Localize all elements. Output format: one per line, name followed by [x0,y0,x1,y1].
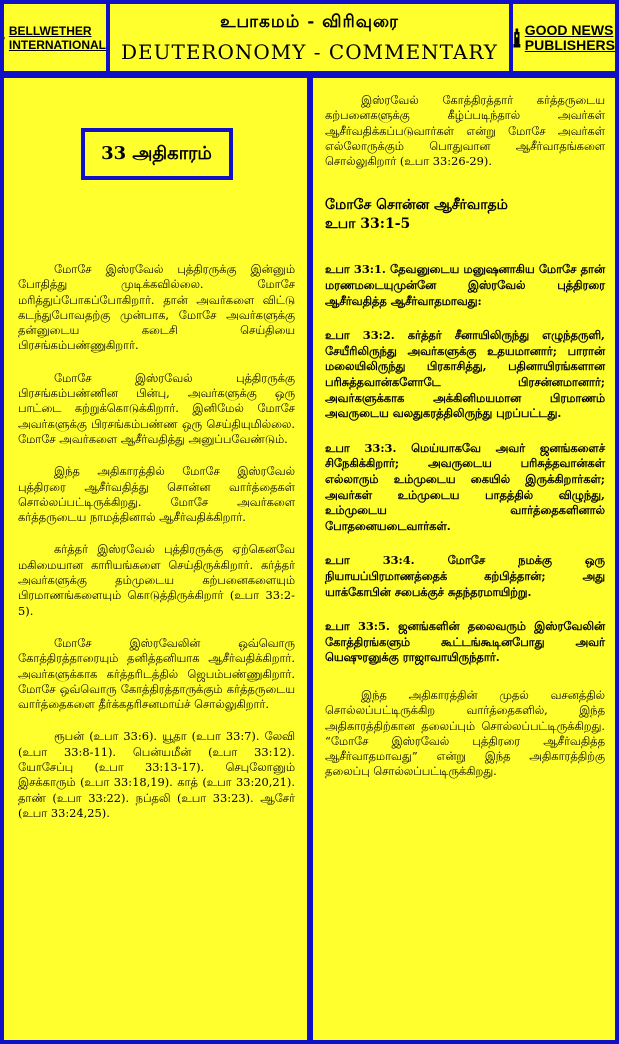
verse: உபா 33:5. ஜனங்களின் தலைவரும் இஸ்ரவேலின் கோத்திரங்களும் கூட்டங்கூடினபோது அவர் யெஷுரனுக்கு ராஜாவாயிருந்தார். [325,619,605,665]
logo-right-line1: GOOD NEWS [524,21,614,38]
verse: உபா 33:4. மோசே நமக்கு ஒரு நியாயப்பிரமாணத்தைக் கற்பித்தான்; அது யாக்கோபின் சபைக்குச் சுதந்தரமாயிற்று. [325,553,605,599]
verse: உபா 33:2. கர்த்தர் சீனாயிலிருந்து எழுந்தருளி, சேயீரிலிருந்து அவர்களுக்கு உதயமானார்; பாரான் மலையிலிருந்து பிரகாசித்து, பதினாயிரங்களான பரிசுத்தவான்களோடே பிரசன்னமானார்; அவர்களுக்காக அக்கினிமயமான பிரமாணம் அவருடைய வலதுகரத்திலிருந்து புறப்பட்டது. [325,328,605,421]
good-news-logo [513,4,615,71]
left-paragraph: மோசே இஸ்ரவேல் புத்திரருக்கு பிரசங்கம்பண்ணின பின்பு, அவர்களுக்கு ஒரு பாட்டை கற்றுக்கொடுக்கிறார். இனிமேல் மோசே அவர்களுக்கு பிரசங்கம்பண்ண ஒரு செய்தியுமில்லை. மோசே அவர்களை ஆசீர்வதித்து அனுப்பவேண்டும். [18,370,295,446]
right-column [313,78,615,1040]
right-closing: இந்த அதிகாரத்தின் முதல் வசனத்தில் சொல்லப்பட்டிருக்கிற வார்த்தைகளில், இந்த அதிகாரத்திற்கான தலைப்பும் சொல்லப்பட்டிருக்கிறது. “மோசே இஸ்ரவேல் புத்திரரை ஆசீர்வதித்த ஆசீர்வாதமாவது” என்று இந்த அதிகாரத்திற்கு தலைப்பு சொல்லப்பட்டிருக்கிறது. [325,687,605,779]
left-paragraph: மோசே இஸ்ரவேல் புத்திரருக்கு இன்னும் போதித்து முடிக்கவில்லை. மோசே மரித்துப்போகப்போகிறார். தான் அவர்களை விட்டு கடந்துபோவதற்கு முன்பாக, மோசே அவர்களுக்கு தன்னுடைய கடைசி செய்தியை பிரசங்கம்பண்ணுகிறார். [18,262,295,353]
logo-left-line1: BELLWETHER [8,23,92,38]
verse: உபா 33:3. மெய்யாகவே அவர் ஜனங்களைச் சிநேகிக்கிறார்; அவருடைய பரிசுத்தவான்கள் எல்லாரும் உம்முடைய கையில் இருக்கிறார்கள்; அவர்கள் உம்முடைய பாதத்தில் விழுந்து, உம்முடைய வார்த்தைகளினால் போதனையடைவார்கள். [325,440,605,533]
left-paragraph: இந்த அதிகாரத்தில் மோசே இஸ்ரவேல் புத்திரரை ஆசீர்வதித்து சொன்ன வார்த்தைகள் சொல்லப்பட்டிருக்கிறது. மோசே அவர்களை கர்த்தருடைய நாமத்தினால் ஆசீர்வதிக்கிறார். [18,464,295,525]
chapter-label: 33 அதிகாரம் [81,128,233,180]
title-tamil: உபாகமம் - விரிவுரை [220,12,399,32]
logo-left-line2: INTERNATIONAL [8,37,106,52]
section-title-line2: உபா 33:1-5 [325,216,411,233]
left-paragraph: கர்த்தர் இஸ்ரவேல் புத்திரருக்கு ஏற்கெனவே மகிமையான காரியங்களை செய்திருக்கிறார். கர்த்தர் அவர்களுக்கு தம்முடைய கற்பனைகளையும் பிரமாணங்களையும் கொடுத்திருக்கிறார் (உபா 33:2-5). [18,542,295,618]
bellwether-logo [4,4,106,71]
left-column [4,78,307,1040]
left-paragraph: மோசே இஸ்ரவேலின் ஒவ்வொரு கோத்திரத்தாரையும் தனித்தனியாக ஆசீர்வதிக்கிறார். அவர்களுக்காக கர்த்தரிடத்தில் ஜெபம்பண்ணுகிறார். மோசே ஒவ்வொரு கோத்திரத்தாருக்கும் கர்த்தருடைய வார்த்தைகளை தீர்க்கதரிசனமாய்ச் சொல்லுகிறார். [18,635,295,712]
title-english: DEUTERONOMY - COMMENTARY [120,40,499,64]
page-header [110,4,509,71]
publisher-building-icon [513,14,521,62]
right-intro: இஸ்ரவேல் கோத்திரத்தார் கர்த்தருடைய கற்பனைகளுக்கு கீழ்ப்படிந்தால் அவர்கள் ஆசீர்வதிக்கப்படுவார்கள் என்று மோசே அவர்கள் எல்லோருக்கும் பொதுவான ஆசீர்வாதங்களை சொல்லுகிறார் (உபா 33:26-29). [325,93,605,169]
verse: உபா 33:1. தேவனுடைய மனுஷனாகிய மோசே தான் மரணமடையுமுன்னே இஸ்ரவேல் புத்திரரை ஆசீர்வதித்த ஆசீர்வாதமாவது: [325,262,605,308]
left-paragraph: ரூபன் (உபா 33:6). யூதா (உபா 33:7). லேவி (உபா 33:8-11). பென்யமீன் (உபா 33:12). யோசேப்பு (உபா 33:13-17). செபுலோனும் இசக்காரும் (உபா 33:18,19). காத் (உபா 33:20,21). தாண் (உபா 33:22). நப்தலி (உபா 33:23). ஆசேர் (உபா 33:24,25). [18,729,295,820]
section-title-line1: மோசே சொன்ன ஆசீர்வாதம் [325,197,508,214]
section-title [325,196,605,234]
logo-right-line2: PUBLISHERS [524,36,615,53]
bell-tower-icon [4,14,5,62]
